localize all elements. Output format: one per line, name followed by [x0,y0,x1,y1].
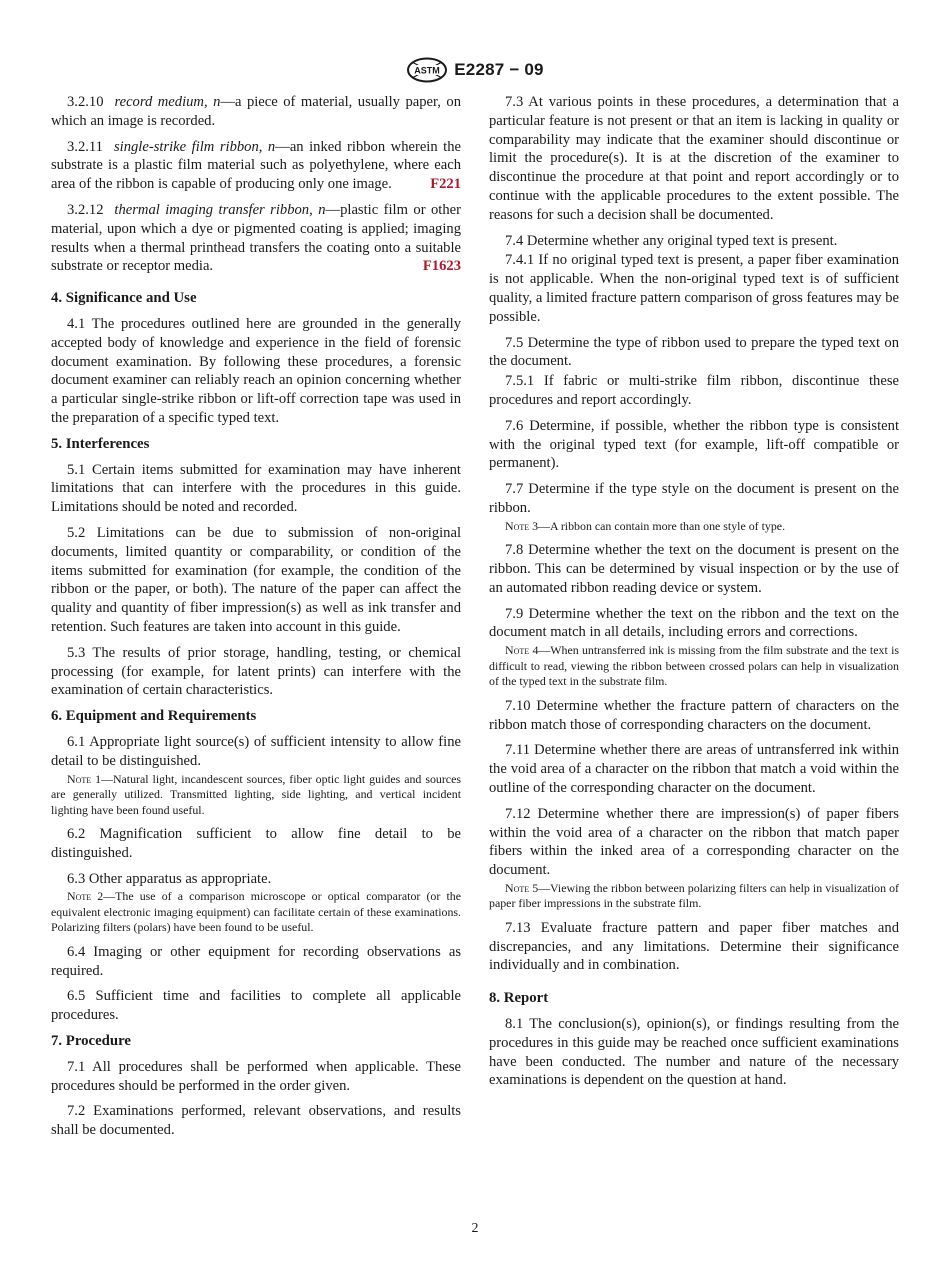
paragraph-8-1: 8.1 The conclusion(s), opinion(s), or findings resulting from the procedures in this guide may be reached once sufficient examinations have been conducted. The number and nature of the necessary examinations is dependent on the question at hand. [489,1016,899,1089]
section-heading-4: 4. Significance and Use [51,290,197,307]
paragraph-5-2: 5.2 Limitations can be due to submission of non-original documents, limited quantity or comparability, or condition of the items submitted for examination (for example, the condition of the ribbon or the paper, or both). The nature of the paper can affect the quality and quantity of fiber impression(s) as well as ink transfer and retention. Such features are taken into account in this guide. [51,524,461,635]
paragraph-4-1: 4.1 The procedures outlined here are grounded in the generally accepted body of knowledge and experience in the field of forensic document examination. By following these procedures, a forensic document examiner can reliably reach an opinion concerning whether a particular single-strike ribbon or lift-off correction tape was used in the preparation of a specific typed text. [51,315,461,426]
paragraph-6-4: 6.4 Imaging or other equipment for recording observations as required. [51,943,461,979]
paragraph-3-2-12: 3.2.12 thermal imaging transfer ribbon, n—plastic film or other material, upon which a dye or pigmented coating is applied; imaging results when a thermal printhead transfers the coating onto a suitable substrate or receptor media. F1623 [51,201,461,275]
section-heading-6: 6. Equipment and Requirements [51,708,257,725]
paragraph-5-3: 5.3 The results of prior storage, handling, testing, or chemical processing (for example, for latent prints) can interfere with the examination of certain characteristics. [51,644,461,699]
page-number: 2 [471,1221,479,1236]
paragraph-6-3: 6.3 Other apparatus as appropriate. [67,870,272,887]
note-2: Note 2—The use of a comparison microscope or optical comparator (or the equivalent electronic imaging equipment) can facilitate certain of these examinations. Polarizing filters (polars) have been found to be useful. [51,889,461,935]
paragraph-7-4: 7.4 Determine whether any original typed text is present. [505,232,838,249]
paragraph-6-1: 6.1 Appropriate light source(s) of sufficient intensity to allow fine detail to be distinguished. [51,733,461,769]
paragraph-7-6: 7.6 Determine, if possible, whether the ribbon type is consistent with the original typed text (for example, lift-off compatible or permanent). [489,417,899,472]
paragraph-7-9: 7.9 Determine whether the text on the ribbon and the text on the document match in all details, including errors and corrections. [489,605,899,641]
page-header [0,56,950,84]
reference-link-f1623[interactable]: F1623 [422,258,461,275]
paragraph-7-8: 7.8 Determine whether the text on the document is present on the ribbon. This can be determined by visual inspection or by the use of an automated ribbon reading device or system. [489,542,899,596]
note-3: Note 3—A ribbon can contain more than one style of type. [505,518,786,533]
svg-text:ASTM: ASTM [414,65,441,76]
paragraph-5-1: 5.1 Certain items submitted for examination may have inherent limitations that can interfere with the procedures in this guide. Limitations should be noted and recorded. [51,461,461,516]
paragraph-7-7: 7.7 Determine if the type style on the document is present on the ribbon. [489,481,899,516]
paragraph-7-2: 7.2 Examinations performed, relevant observations, and results shall be documented. [51,1103,461,1139]
paragraph-6-5: 6.5 Sufficient time and facilities to complete all applicable procedures. [51,988,461,1024]
note-5: Note 5—Viewing the ribbon between polarizing filters can help in visualization of paper fiber impressions in the substrate film. [489,880,899,911]
section-heading-8: 8. Report [489,990,549,1007]
paragraph-7-10: 7.10 Determine whether the fracture pattern of characters on the ribbon match those of corresponding characters on the document. [489,697,899,733]
section-heading-5: 5. Interferences [51,435,150,452]
document-designation: E2287 − 09 [454,60,544,79]
paragraph-7-13: 7.13 Evaluate fracture pattern and paper fiber matches and discrepancies, and any limitations. Determine their significance individually and in combination. [489,919,899,974]
right-column [489,93,899,1097]
paragraph-3-2-11: 3.2.11 single-strike film ribbon, n—an inked ribbon wherein the substrate is a plastic film material such as polyethylene, where each area of the ribbon is capable of producing only one image. F221 [51,138,461,193]
paragraph-7-12: 7.12 Determine whether there are impression(s) of paper fibers within the void area of a character on the ribbon that match paper fibers within the inked area of a corresponding character on the document. [489,805,899,879]
section-heading-7: 7. Procedure [51,1033,131,1050]
astm-logo-icon [406,57,448,83]
paragraph-7-11: 7.11 Determine whether there are areas of untransferred ink within the void area of a character on the ribbon that match a void within the outline of the corresponding character on the document. [489,742,899,796]
left-column [51,93,461,1147]
note-4: Note 4—When untransferred ink is missing from the film substrate and the text is difficult to read, viewing the ribbon between crossed polars can help in visualization of the typed text in the substrate film. [489,643,899,689]
paragraph-6-2: 6.2 Magnification sufficient to allow fine detail to be distinguished. [51,826,461,861]
reference-link-f221[interactable]: F221 [430,176,461,193]
paragraph-7-1: 7.1 All procedures shall be performed when applicable. These procedures should be performed in the order given. [51,1058,461,1094]
paragraph-7-4-1: 7.4.1 If no original typed text is present, a paper fiber examination is not applicable. When the non-original typed text is of sufficient quality, a limited fracture pattern comparison of gross features may be possible. [489,252,899,325]
paragraph-7-5: 7.5 Determine the type of ribbon used to prepare the typed text on the document. [489,334,899,370]
paragraph-3-2-10: 3.2.10 record medium, n—a piece of material, usually paper, on which an image is recorded. [51,94,461,129]
note-1: Note 1—Natural light, incandescent sources, fiber optic light guides and sources are generally utilized. Transmitted lighting, side lighting, and vertical incident lighting have been found useful. [51,771,461,817]
paragraph-7-5-1: 7.5.1 If fabric or multi-strike film ribbon, discontinue these procedures and report accordingly. [489,373,899,408]
paragraph-7-3: 7.3 At various points in these procedures, a determination that a particular feature is not present or that an item is lacking in quality or comparability may indicate that the examiner should discontinue or limit the procedure(s). It is at the discretion of the examiner to discontinue the procedure at that point and report accordingly or to continue with the applicable procedures to the extent possible. The reasons for such a decision shall be documented. [489,94,899,223]
